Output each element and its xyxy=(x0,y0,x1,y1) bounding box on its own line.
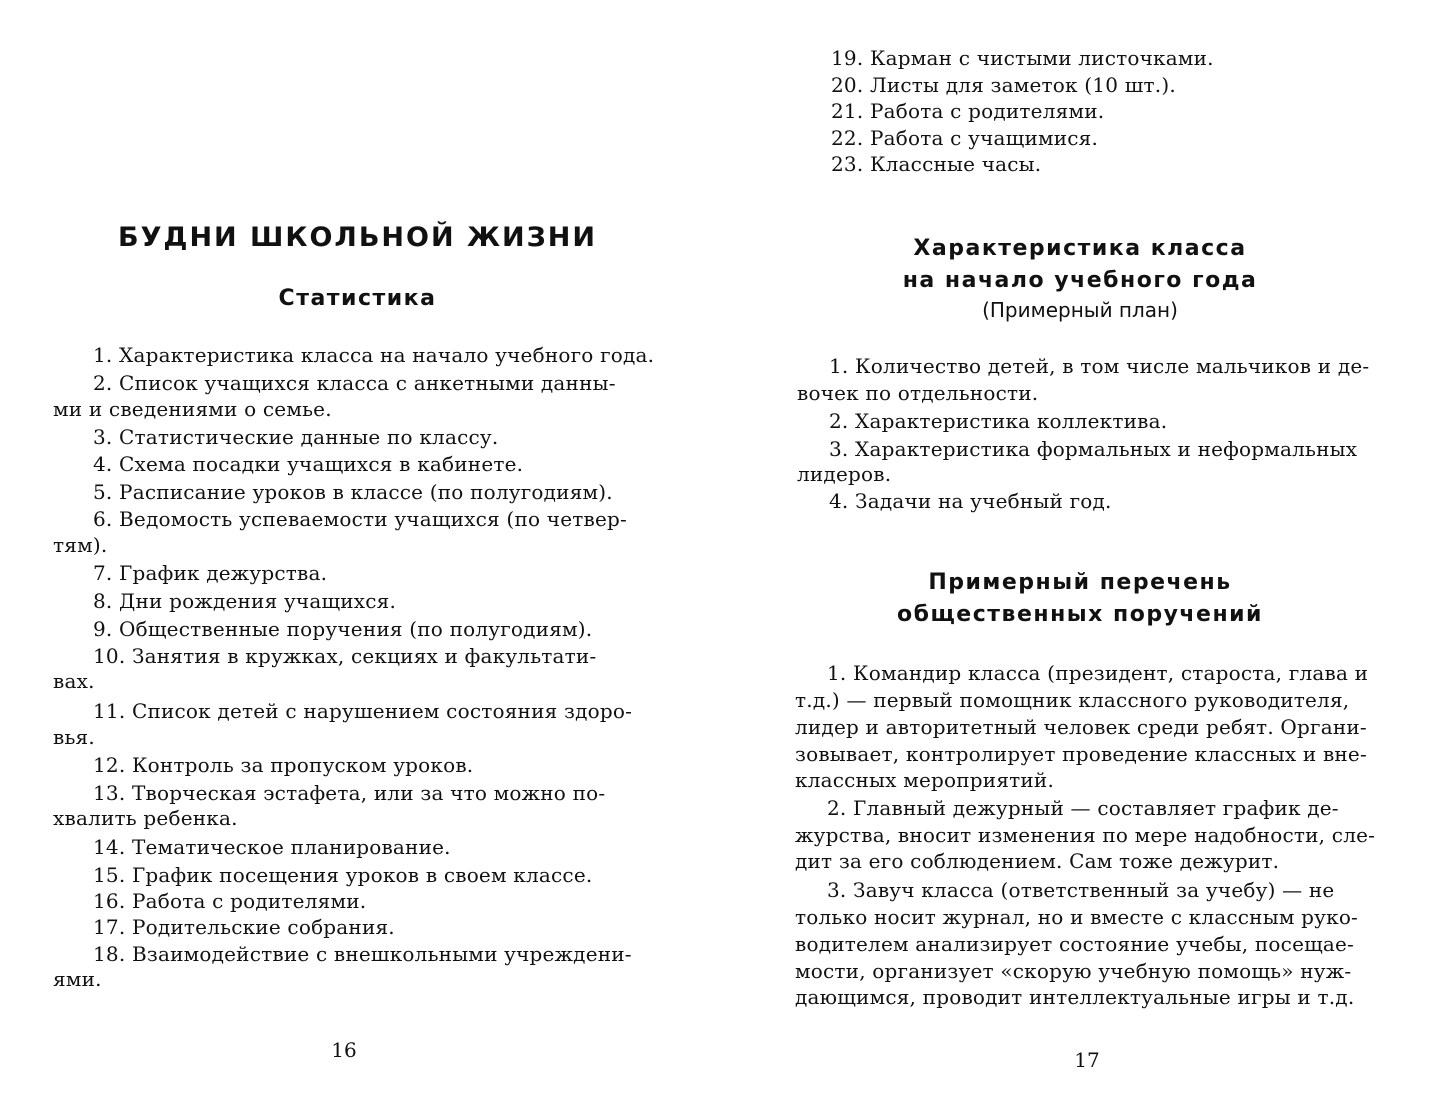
list-line: 8. Дни рождения учащихся. xyxy=(93,589,397,613)
list-line: журства, вносит изменения по мере надобности, сле- xyxy=(795,823,1376,847)
list-line: 19. Карман с чистыми листочками. xyxy=(831,46,1214,70)
list-line: 1. Характеристика класса на начало учебного года. xyxy=(93,343,655,367)
section-note: (Примерный план) xyxy=(982,298,1178,322)
list-line: ми и сведениями о семье. xyxy=(53,397,332,421)
list-line: лидеров. xyxy=(797,462,892,486)
list-line: мости, организует «скорую учебную помощь» нуж- xyxy=(795,959,1352,983)
list-line: 6. Ведомость успеваемости учащихся (по четвер- xyxy=(93,507,627,531)
list-line: 22. Работа с учащимися. xyxy=(831,126,1099,150)
list-line: тям). xyxy=(53,533,108,557)
list-line: 5. Расписание уроков в классе (по полугодиям). xyxy=(93,480,613,504)
list-line: 23. Классные часы. xyxy=(831,152,1042,176)
page-number: 16 xyxy=(331,1038,357,1062)
section-title-class-characteristics: Характеристика класса xyxy=(913,236,1247,261)
list-line: 17. Родительские собрания. xyxy=(93,915,395,939)
list-line: вья. xyxy=(53,725,95,749)
list-line: хвалить ребенка. xyxy=(53,806,238,830)
list-line: только носит журнал, но и вместе с классным руко- xyxy=(795,905,1359,929)
list-line: 3. Завуч класса (ответственный за учебу) — не xyxy=(827,878,1335,902)
list-line: классных мероприятий. xyxy=(795,768,1055,792)
list-line: 15. График посещения уроков в своем классе. xyxy=(93,863,593,887)
section-title-social-assignments: Примерный перечень xyxy=(928,570,1232,595)
list-line: 4. Схема посадки учащихся в кабинете. xyxy=(93,452,524,476)
chapter-title: БУДНИ ШКОЛЬНОЙ ЖИЗНИ xyxy=(118,222,597,253)
list-line: вах. xyxy=(53,669,95,693)
section-title-statistics: Статистика xyxy=(278,286,437,311)
list-line: водителем анализирует состояние учебы, посещае- xyxy=(795,932,1355,956)
section-title-social-assignments-line2: общественных поручений xyxy=(897,602,1263,627)
list-line: 11. Список детей с нарушением состояния здоро- xyxy=(93,699,633,723)
list-line: 12. Контроль за пропуском уроков. xyxy=(93,753,474,777)
section-title-class-characteristics-line2: на начало учебного года xyxy=(902,268,1258,293)
list-line: зовывает, контролирует проведение классных и вне- xyxy=(795,742,1367,766)
list-line: 21. Работа с родителями. xyxy=(831,99,1105,123)
list-line: 16. Работа с родителями. xyxy=(93,889,367,913)
list-line: 10. Занятия в кружках, секциях и факультати- xyxy=(93,644,597,668)
list-line: ями. xyxy=(53,967,102,991)
list-line: 9. Общественные поручения (по полугодиям). xyxy=(93,617,593,641)
page-number: 17 xyxy=(1074,1048,1100,1072)
list-line: 2. Главный дежурный — составляет график де- xyxy=(827,796,1339,820)
list-line: дающимся, проводит интеллектуальные игры и т.д. xyxy=(795,985,1355,1009)
list-line: 18. Взаимодействие с внешкольными учреждени- xyxy=(93,942,632,966)
list-line: 3. Характеристика формальных и неформальных xyxy=(829,437,1358,461)
list-line: 2. Характеристика коллектива. xyxy=(829,409,1168,433)
list-line: т.д.) — первый помощник классного руководителя, xyxy=(795,688,1350,712)
list-line: 1. Количество детей, в том числе мальчиков и де- xyxy=(829,354,1370,378)
list-line: вочек по отдельности. xyxy=(797,381,1039,405)
list-line: 7. График дежурства. xyxy=(93,561,328,585)
list-line: лидер и авторитетный человек среди ребят. Органи- xyxy=(795,715,1367,739)
right-page xyxy=(715,0,1430,1108)
list-line: 4. Задачи на учебный год. xyxy=(829,489,1112,513)
list-line: 2. Список учащихся класса с анкетными данны- xyxy=(93,371,616,395)
list-line: 1. Командир класса (президент, староста, глава и xyxy=(827,661,1369,685)
list-line: 20. Листы для заметок (10 шт.). xyxy=(831,73,1176,97)
list-line: 14. Тематическое планирование. xyxy=(93,835,451,859)
list-line: 13. Творческая эстафета, или за что можно по- xyxy=(93,781,606,805)
list-line: дит за его соблюдением. Сам тоже дежурит. xyxy=(795,849,1280,873)
list-line: 3. Статистические данные по классу. xyxy=(93,425,499,449)
